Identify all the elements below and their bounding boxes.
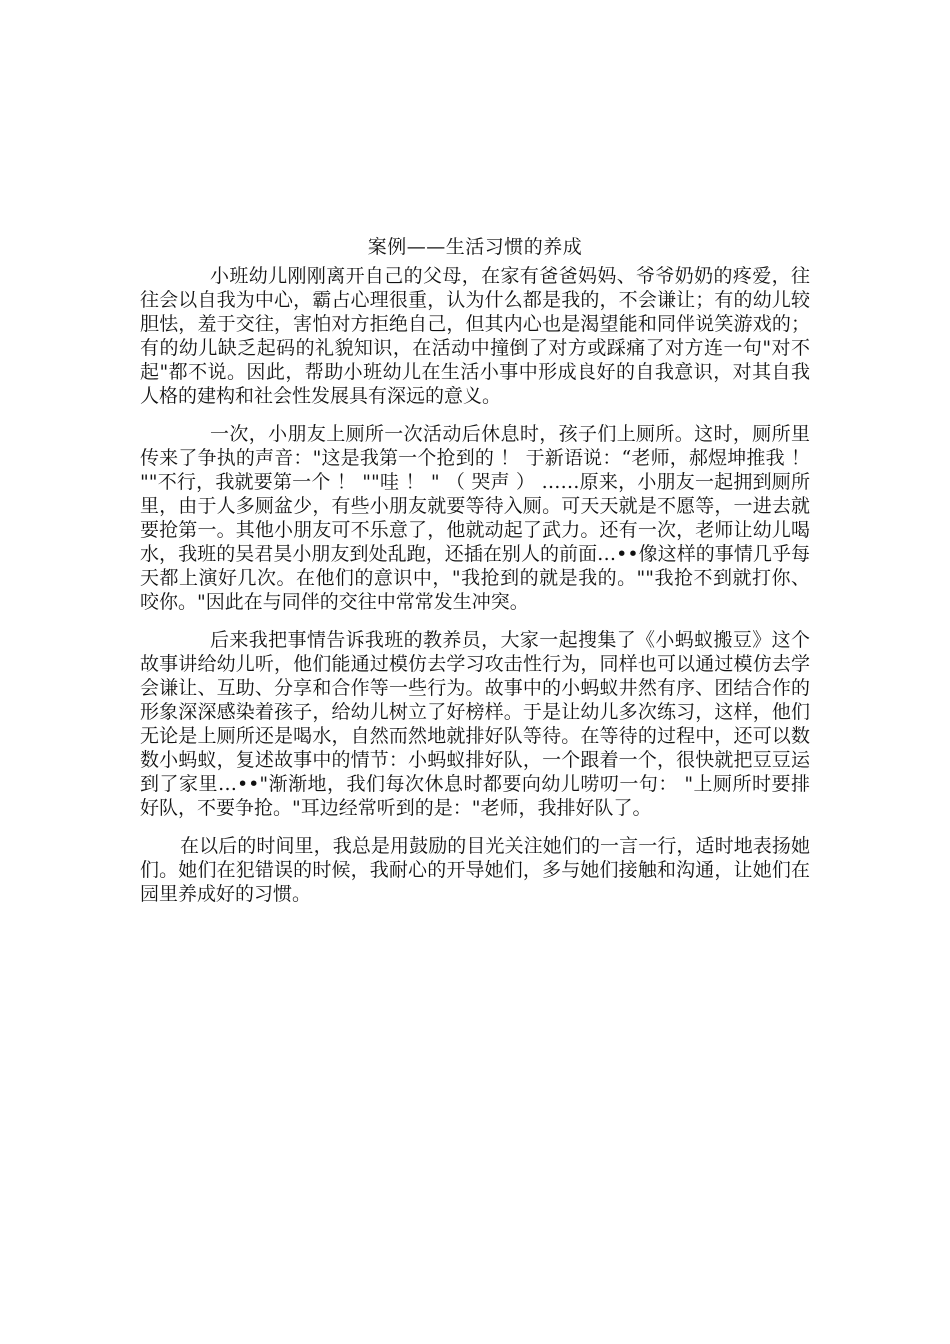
document-title: 案例——生活习惯的养成 — [367, 236, 583, 258]
paragraph-3: 后来我把事情告诉我班的教养员，大家一起搜集了《小蚂蚁搬豆》这个故事讲给幼儿听，他们能通过模仿去学习攻击性行为，同样也可以通过模仿去学会谦让、互助、分享和合作等一些行为。故事中的小蚂蚁井然有序、团结合作的形象深深感染着孩子，给幼儿树立了好榜样。于是让幼儿多次练习，这样，他们无论是上厕所还是喝水，自然而然地就排好队等待。在等待的过程中，还可以数数小蚂蚁，复述故事中的情节：小蚂蚁排好队，一个跟着一个，很快就把豆豆运到了家里…••"渐渐地，我们每次休息时都要向幼儿唠叨一句： "上厕所时要排好队，不要争抢。"耳边经常听到的是："老师，我排好队了。 — [140, 629, 810, 819]
document-body — [140, 232, 810, 920]
paragraph-4: 在以后的时间里，我总是用鼓励的目光关注她们的一言一行，适时地表扬她们。她们在犯错误的时候，我耐心的开导她们，多与她们接触和沟通，让她们在园里养成好的习惯。 — [140, 835, 810, 905]
paragraph-1: 小班幼儿刚刚离开自己的父母，在家有爸爸妈妈、爷爷奶奶的疼爱，往往会以自我为中心，霸占心理很重，认为什么都是我的，不会谦让；有的幼儿较胆怯，羞于交往，害怕对方拒绝自己，但其内心也是渴望能和同伴说笑游戏的；有的幼儿缺乏起码的礼貌知识，在活动中撞倒了对方或踩痛了对方连一句"对不起"都不说。因此，帮助小班幼儿在生活小事中形成良好的自我意识，对其自我人格的建构和社会性发展具有深远的意义。 — [140, 265, 810, 407]
paragraph-2: 一次，小朋友上厕所一次活动后休息时，孩子们上厕所。这时，厕所里传来了争执的声音："这是我第一个抢到的 ！ 于新语说：“老师，郝煜坤推我 ！ ""不行，我就要第一个 ！ ""哇 ！ " （ 哭声 ） ……原来，小朋友一起拥到厕所里，由于人多厕盆少，有些小朋友就要等待入厕。可天天就是不愿等，一进去就要抢第一。其他小朋友可不乐意了，他就动起了武力。还有一次，老师让幼儿喝水，我班的吴君昊小朋友到处乱跑，还插在别人的前面…••像这样的事情几乎每天都上演好几次。在他们的意识中，"我抢到的就是我的。""我抢不到就打你、咬你。"因此在与同伴的交往中常常发生冲突。 — [140, 423, 810, 613]
